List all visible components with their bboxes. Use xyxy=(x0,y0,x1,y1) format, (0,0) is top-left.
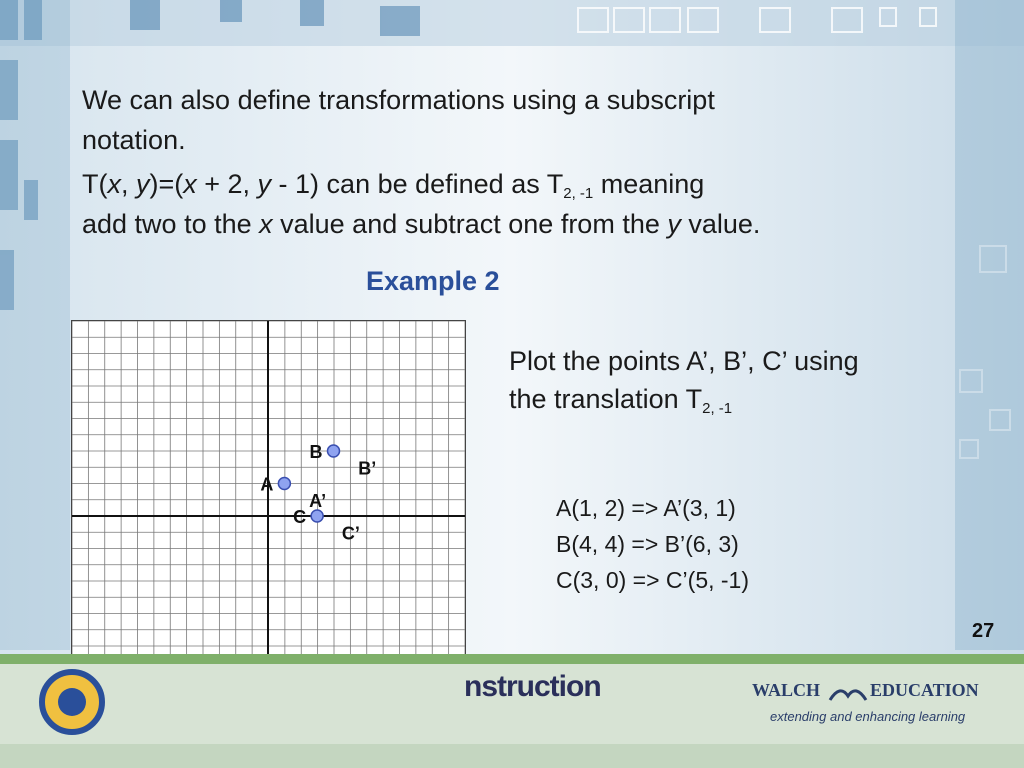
plus-two: + 2, xyxy=(196,169,258,199)
walch-logo-left: WALCH xyxy=(752,680,821,700)
image-point-label: A’ xyxy=(309,490,327,511)
text-fragment: value. xyxy=(680,209,761,239)
text-fragment: the translation T xyxy=(509,384,703,414)
coordinate-grid xyxy=(72,321,465,711)
minus-one: - 1) can be defined as T xyxy=(271,169,564,199)
walch-logo xyxy=(752,678,978,706)
text-fragment: add two to the xyxy=(82,209,260,239)
plot-line-2 xyxy=(509,380,969,418)
point-c xyxy=(311,510,323,522)
var-y: y xyxy=(136,169,150,199)
t-prefix: T( xyxy=(82,169,108,199)
point-label: C xyxy=(293,507,307,527)
walch-tagline: extending and enhancing learning xyxy=(770,709,966,724)
subscript: 2, -1 xyxy=(563,185,594,202)
var-y: y xyxy=(667,209,681,239)
var-y: y xyxy=(257,169,272,199)
mapping-row: A(1, 2) => A’(3, 1) xyxy=(556,495,736,521)
point-label: A xyxy=(260,474,274,495)
var-x: x xyxy=(183,169,197,199)
meaning: meaning xyxy=(593,169,705,199)
mapping-row: B(4, 4) => B’(6, 3) xyxy=(556,531,739,557)
intro-text xyxy=(82,80,962,244)
intro-line-1: We can also define transformations using a subscript xyxy=(82,85,715,115)
slide-number: 27 xyxy=(972,620,995,642)
intro-line-4 xyxy=(82,204,962,244)
text-fragment: value and subtract one from the xyxy=(272,209,668,239)
example-title: Example 2 xyxy=(366,266,500,296)
footer-instruction-logo: nstruction xyxy=(464,670,601,703)
point-label: B xyxy=(309,442,323,462)
mapping-row: C(3, 0) => C’(5, -1) xyxy=(556,567,749,593)
plot-instruction xyxy=(509,342,969,418)
intro-line-3 xyxy=(82,164,962,204)
var-x: x xyxy=(259,209,273,239)
intro-line-2: notation. xyxy=(82,125,186,155)
point-b xyxy=(328,445,340,457)
image-point-label: B’ xyxy=(358,458,377,479)
plot-line-1: Plot the points A’, B’, C’ using xyxy=(509,346,859,376)
book-icon xyxy=(828,678,868,706)
image-point-label: C’ xyxy=(341,523,360,544)
walch-logo-right: EDUCATION xyxy=(870,680,979,700)
var-x: x xyxy=(107,169,121,199)
equals: )=( xyxy=(149,169,184,199)
comma: , xyxy=(120,169,136,199)
point-a xyxy=(278,478,290,490)
subscript: 2, -1 xyxy=(702,400,733,417)
mapping-list xyxy=(556,490,749,598)
